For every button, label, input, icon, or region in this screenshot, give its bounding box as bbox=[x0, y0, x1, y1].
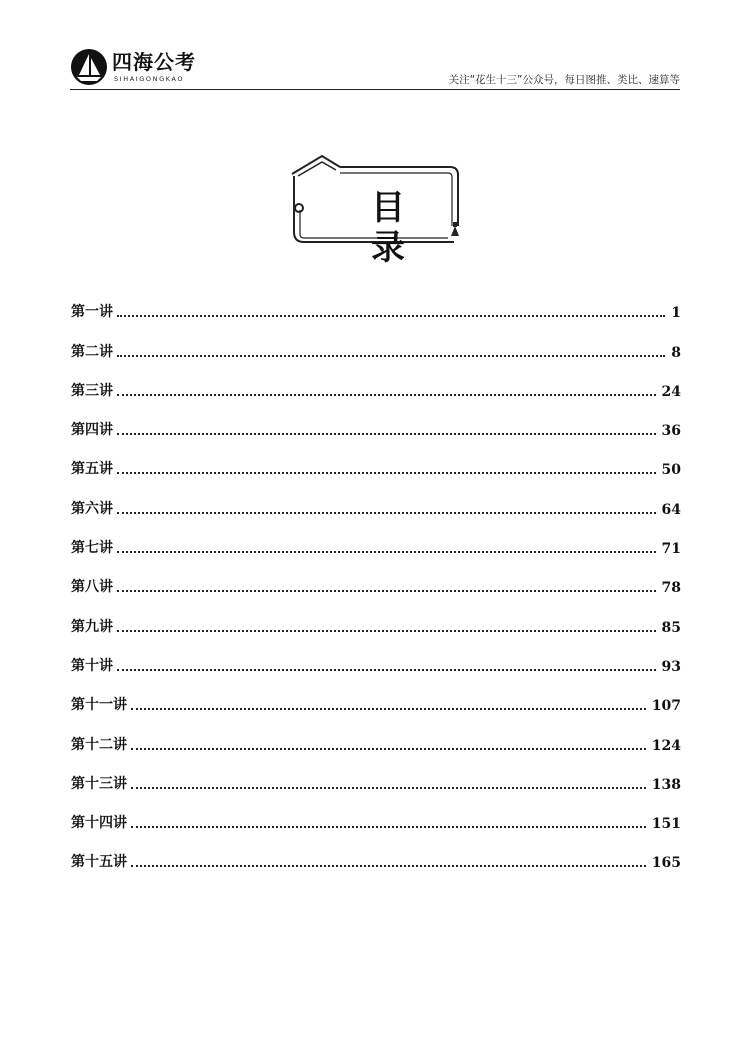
toc-leader-dots bbox=[117, 512, 656, 514]
toc-label: 第十一讲 bbox=[71, 697, 127, 714]
toc-label: 第三讲 bbox=[71, 382, 113, 399]
toc-leader-dots bbox=[131, 708, 646, 710]
toc-label: 第十二讲 bbox=[71, 736, 127, 753]
toc-label: 第十讲 bbox=[71, 657, 113, 674]
toc-row[interactable] bbox=[71, 567, 681, 606]
brand-logo bbox=[70, 48, 200, 88]
toc-leader-dots bbox=[131, 787, 646, 789]
logo-subtitle: SIHAIGONGKAO bbox=[114, 75, 185, 83]
toc-label: 第十五讲 bbox=[71, 854, 127, 871]
toc-leader-dots bbox=[117, 551, 656, 553]
toc-row[interactable] bbox=[71, 646, 681, 685]
toc-page-number: 85 bbox=[661, 619, 681, 636]
header-divider bbox=[70, 89, 680, 90]
toc-leader-dots bbox=[117, 394, 656, 396]
toc-page-number: 138 bbox=[651, 776, 681, 793]
toc-leader-dots bbox=[117, 630, 656, 632]
logo-name: 四海公考 bbox=[112, 50, 196, 74]
toc-row[interactable] bbox=[71, 449, 681, 488]
toc-row[interactable] bbox=[71, 292, 681, 331]
toc-row[interactable] bbox=[71, 685, 681, 724]
toc-row[interactable] bbox=[71, 842, 681, 881]
toc-page-number: 36 bbox=[661, 423, 681, 440]
toc-row[interactable] bbox=[71, 528, 681, 567]
table-of-contents bbox=[71, 292, 681, 881]
toc-page-number: 124 bbox=[651, 737, 681, 754]
toc-label: 第十三讲 bbox=[71, 775, 127, 792]
toc-page-number: 93 bbox=[661, 658, 681, 675]
title-frame bbox=[288, 152, 464, 268]
toc-label: 第十四讲 bbox=[71, 815, 127, 832]
toc-leader-dots bbox=[117, 590, 656, 592]
toc-label: 第八讲 bbox=[71, 579, 113, 596]
toc-label: 第二讲 bbox=[71, 343, 113, 360]
toc-label: 第七讲 bbox=[71, 540, 113, 557]
toc-page-number: 50 bbox=[661, 462, 681, 479]
toc-label: 第五讲 bbox=[71, 461, 113, 478]
toc-label: 第四讲 bbox=[71, 422, 113, 439]
toc-leader-dots bbox=[117, 669, 656, 671]
toc-leader-dots bbox=[117, 472, 656, 474]
toc-row[interactable] bbox=[71, 410, 681, 449]
toc-page-number: 8 bbox=[671, 344, 681, 361]
toc-page-number: 107 bbox=[651, 698, 681, 715]
toc-row[interactable] bbox=[71, 764, 681, 803]
toc-leader-dots bbox=[131, 748, 646, 750]
toc-row[interactable] bbox=[71, 331, 681, 370]
toc-page-number: 78 bbox=[661, 580, 681, 597]
toc-row[interactable] bbox=[71, 488, 681, 527]
toc-page-number: 1 bbox=[671, 305, 681, 322]
toc-page-number: 151 bbox=[651, 816, 681, 833]
toc-leader-dots bbox=[117, 315, 665, 317]
toc-leader-dots bbox=[117, 433, 656, 435]
toc-label: 第一讲 bbox=[71, 304, 113, 321]
toc-row[interactable] bbox=[71, 803, 681, 842]
header-note: 关注“花生十三”公众号，每日图推、类比、速算等 bbox=[448, 74, 680, 86]
toc-label: 第九讲 bbox=[71, 618, 113, 635]
toc-row[interactable] bbox=[71, 606, 681, 645]
toc-page-number: 24 bbox=[661, 383, 681, 400]
toc-leader-dots bbox=[117, 355, 665, 357]
toc-leader-dots bbox=[131, 865, 646, 867]
page-header bbox=[70, 44, 680, 92]
toc-page-number: 165 bbox=[651, 855, 681, 872]
toc-page-number: 64 bbox=[661, 501, 681, 518]
toc-page-number: 71 bbox=[661, 541, 681, 558]
toc-leader-dots bbox=[131, 826, 646, 828]
toc-row[interactable] bbox=[71, 724, 681, 763]
page-title: 目 录 bbox=[371, 188, 427, 268]
sailboat-logo-icon bbox=[70, 48, 108, 86]
toc-row[interactable] bbox=[71, 371, 681, 410]
toc-label: 第六讲 bbox=[71, 500, 113, 517]
